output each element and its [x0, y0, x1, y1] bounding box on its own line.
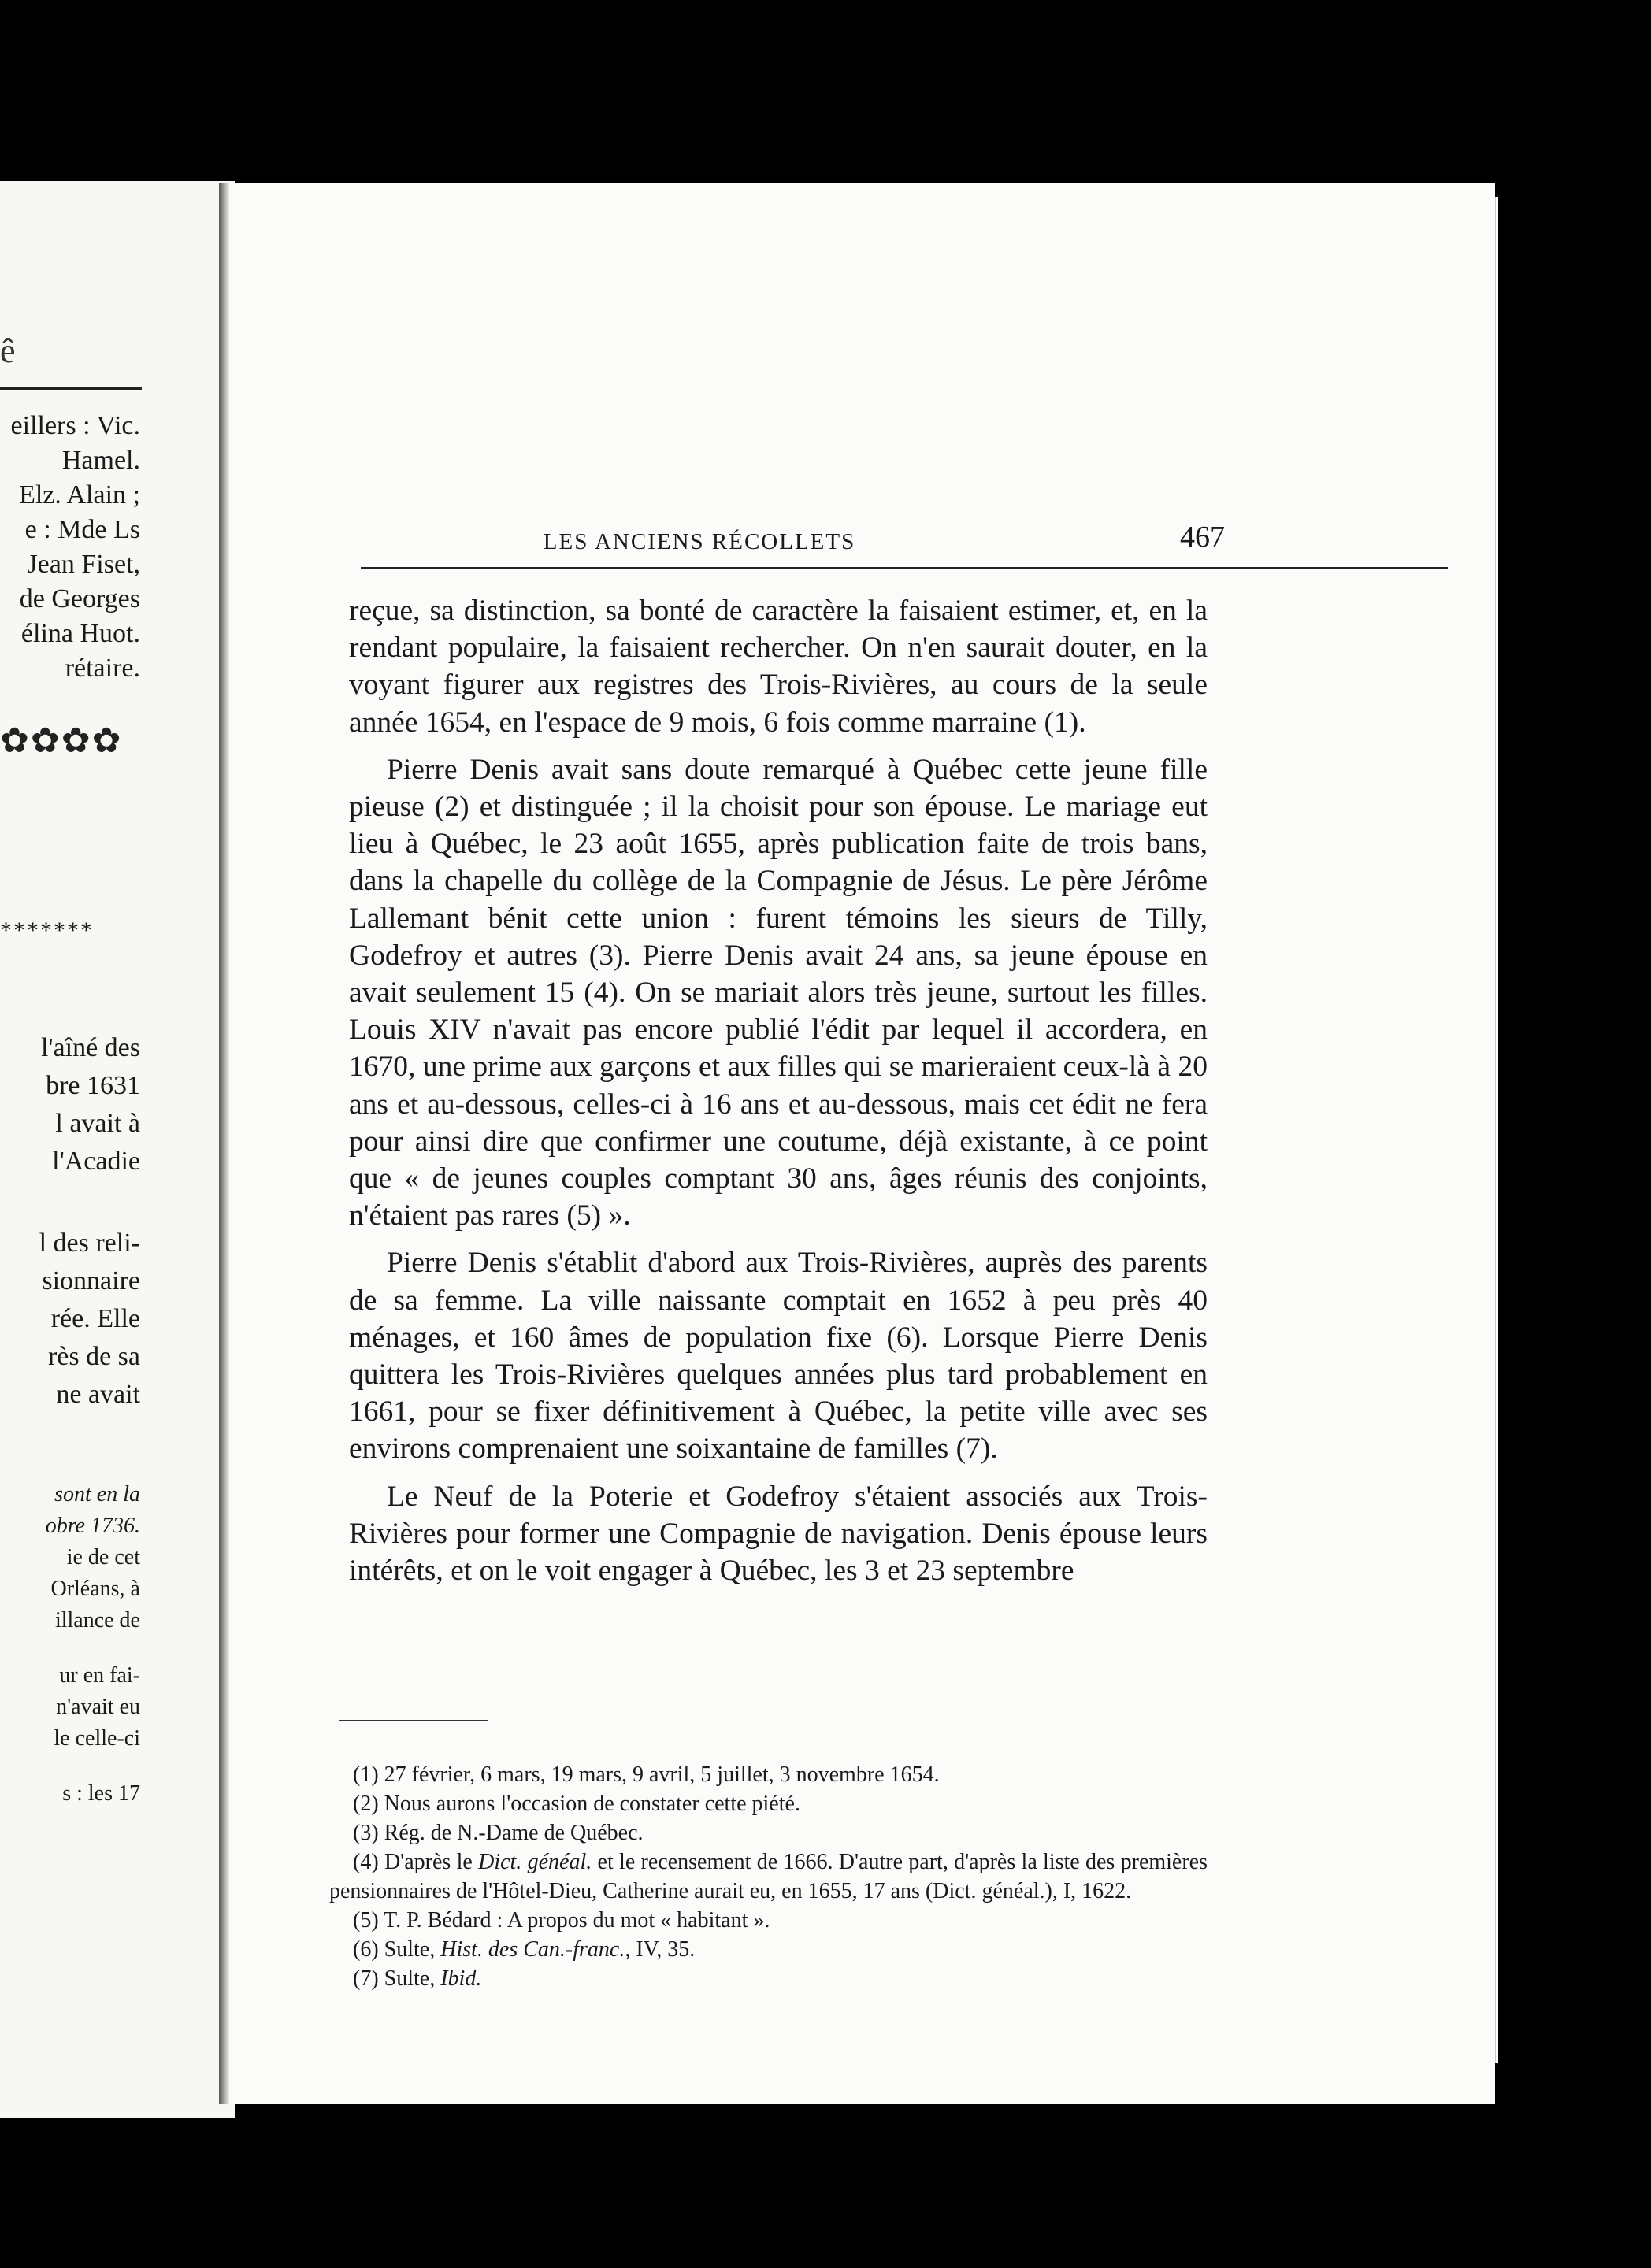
paragraph: Pierre Denis avait sans doute remarqué à Québec cette jeune fille pieuse (2) et distinguée ; il la choisit pour son épouse. Le mariage eut lieu à Québec, le 23 août 1655, après publication faite de trois bans, dans la chapelle du collège de la Compagnie de Jésus. Le père Jérôme Lallemant bénit cette union : furent témoins les sieurs de Tilly, Godefroy et autres (3). Pierre Denis avait 24 ans, sa jeune épouse en avait seulement 15 (4). On se mariait alors très jeune, surtout les filles. Louis XIV n'avait pas encore publié l'édit par lequel il accordera, en 1670, une prime aux garçons et aux filles qui se marieraient ceux-là à 20 ans et au-dessous, celles-ci à 16 ans et au-dessous, mais cet édit ne fera pour ainsi dire que confirmer une coutume, déjà existante, à ce point que « de jeunes couples comptant 30 ans, âges réunis des conjoints, n'étaient pas rares (5) ».	[349, 753, 1208, 1232]
left-line: l'aîné des	[40, 1033, 140, 1062]
previous-page-fragment	[0, 181, 235, 2118]
footnote: (5) T. P. Bédard : A propos du mot « habitant ».	[353, 1908, 770, 1933]
body-text	[349, 592, 1208, 1589]
stars-separator: *******	[0, 917, 94, 943]
footnote: (7) Sulte, Ibid.	[353, 1966, 482, 1991]
footnote: (3) Rég. de N.-Dame de Québec.	[353, 1821, 644, 1845]
paragraph: Le Neuf de la Poterie et Godefroy s'étaient associés aux Trois-Rivières pour former une Compagnie de navigation. Denis épouse leurs intérêts, et on le voit engager à Québec, les 3 et 23 septembre	[349, 1480, 1208, 1588]
left-footnote-line: illance de	[54, 1608, 140, 1632]
footnote: (6) Sulte, Hist. des Can.-franc., IV, 35.	[353, 1937, 696, 1962]
left-line: l des reli-	[39, 1228, 140, 1258]
left-line: rée. Elle	[50, 1304, 140, 1333]
footnote: (4) D'après le Dict. généal. et le recensement de 1666. D'autre part, d'après la liste des premières pensionnaires de l'Hôtel-Dieu, Catherine aurait eu, en 1655, 17 ans (Dict. généal.), I, 1622.	[329, 1850, 1208, 1903]
left-footnote-line: le celle-ci	[54, 1726, 140, 1751]
left-line: l avait à	[55, 1109, 140, 1138]
gutter-shadow	[219, 183, 230, 2104]
left-footnote-line: ur en fai-	[59, 1663, 140, 1688]
left-footnote-line: s : les 17	[62, 1781, 140, 1806]
left-line: l'Acadie	[52, 1147, 140, 1176]
left-footnote-line: ie de cet	[66, 1545, 140, 1569]
left-line: Hamel.	[61, 446, 140, 475]
left-line: de Georges	[19, 584, 140, 613]
left-line: bre 1631	[46, 1071, 140, 1100]
left-footnote-line: Orléans, à	[50, 1577, 140, 1601]
left-line: rétaire.	[65, 654, 140, 683]
footnote-rule	[339, 1720, 488, 1721]
paragraph: reçue, sa distinction, sa bonté de caractère la faisaient estimer, et, en la rendant populaire, la faisaient rechercher. On n'en saurait douter, en la voyant figurer aux registres des Trois-Rivières, au cours de la seule année 1654, en l'espace de 9 mois, 6 fois comme marraine (1).	[349, 595, 1208, 739]
left-footnote-line: obre 1736.	[45, 1514, 140, 1538]
ornament-glyph: ê	[0, 332, 16, 370]
left-footnote-line: sont en la	[54, 1482, 140, 1506]
footnote: (2) Nous aurons l'occasion de constater cette piété.	[353, 1792, 800, 1816]
left-line: ne avait	[56, 1380, 140, 1409]
left-line: rès de sa	[47, 1342, 140, 1371]
running-head: LES ANCIENS RÉCOLLETS	[543, 529, 856, 554]
left-line: eillers : Vic.	[10, 411, 140, 440]
header-rule	[0, 387, 142, 390]
left-line: élina Huot.	[20, 619, 140, 648]
floral-ornament: ✿✿✿✿	[0, 721, 123, 760]
left-line: Jean Fiset,	[27, 550, 140, 579]
header-rule	[361, 567, 1448, 569]
footnotes	[329, 1760, 1208, 1993]
page-number: 467	[1180, 521, 1225, 554]
paragraph: Pierre Denis s'établit d'abord aux Trois-Rivières, auprès des parents de sa femme. La ville naissante comptait en 1652 à peu près 40 ménages, et 160 âmes de population fixe (6). Lorsque Pierre Denis quittera les Trois-Rivières quelques années plus tard probablement en 1661, pour se fixer définitivement à Québec, la petite ville avec ses environs comprenaient une soixantaine de familles (7).	[349, 1247, 1208, 1466]
footnote: (1) 27 février, 6 mars, 19 mars, 9 avril, 5 juillet, 3 novembre 1654.	[353, 1762, 940, 1787]
left-footnote-line: n'avait eu	[56, 1695, 140, 1719]
left-line: e : Mde Ls	[24, 515, 140, 544]
left-line: Elz. Alain ;	[19, 480, 140, 510]
current-page	[219, 183, 1495, 2104]
left-line: sionnaire	[42, 1266, 140, 1295]
